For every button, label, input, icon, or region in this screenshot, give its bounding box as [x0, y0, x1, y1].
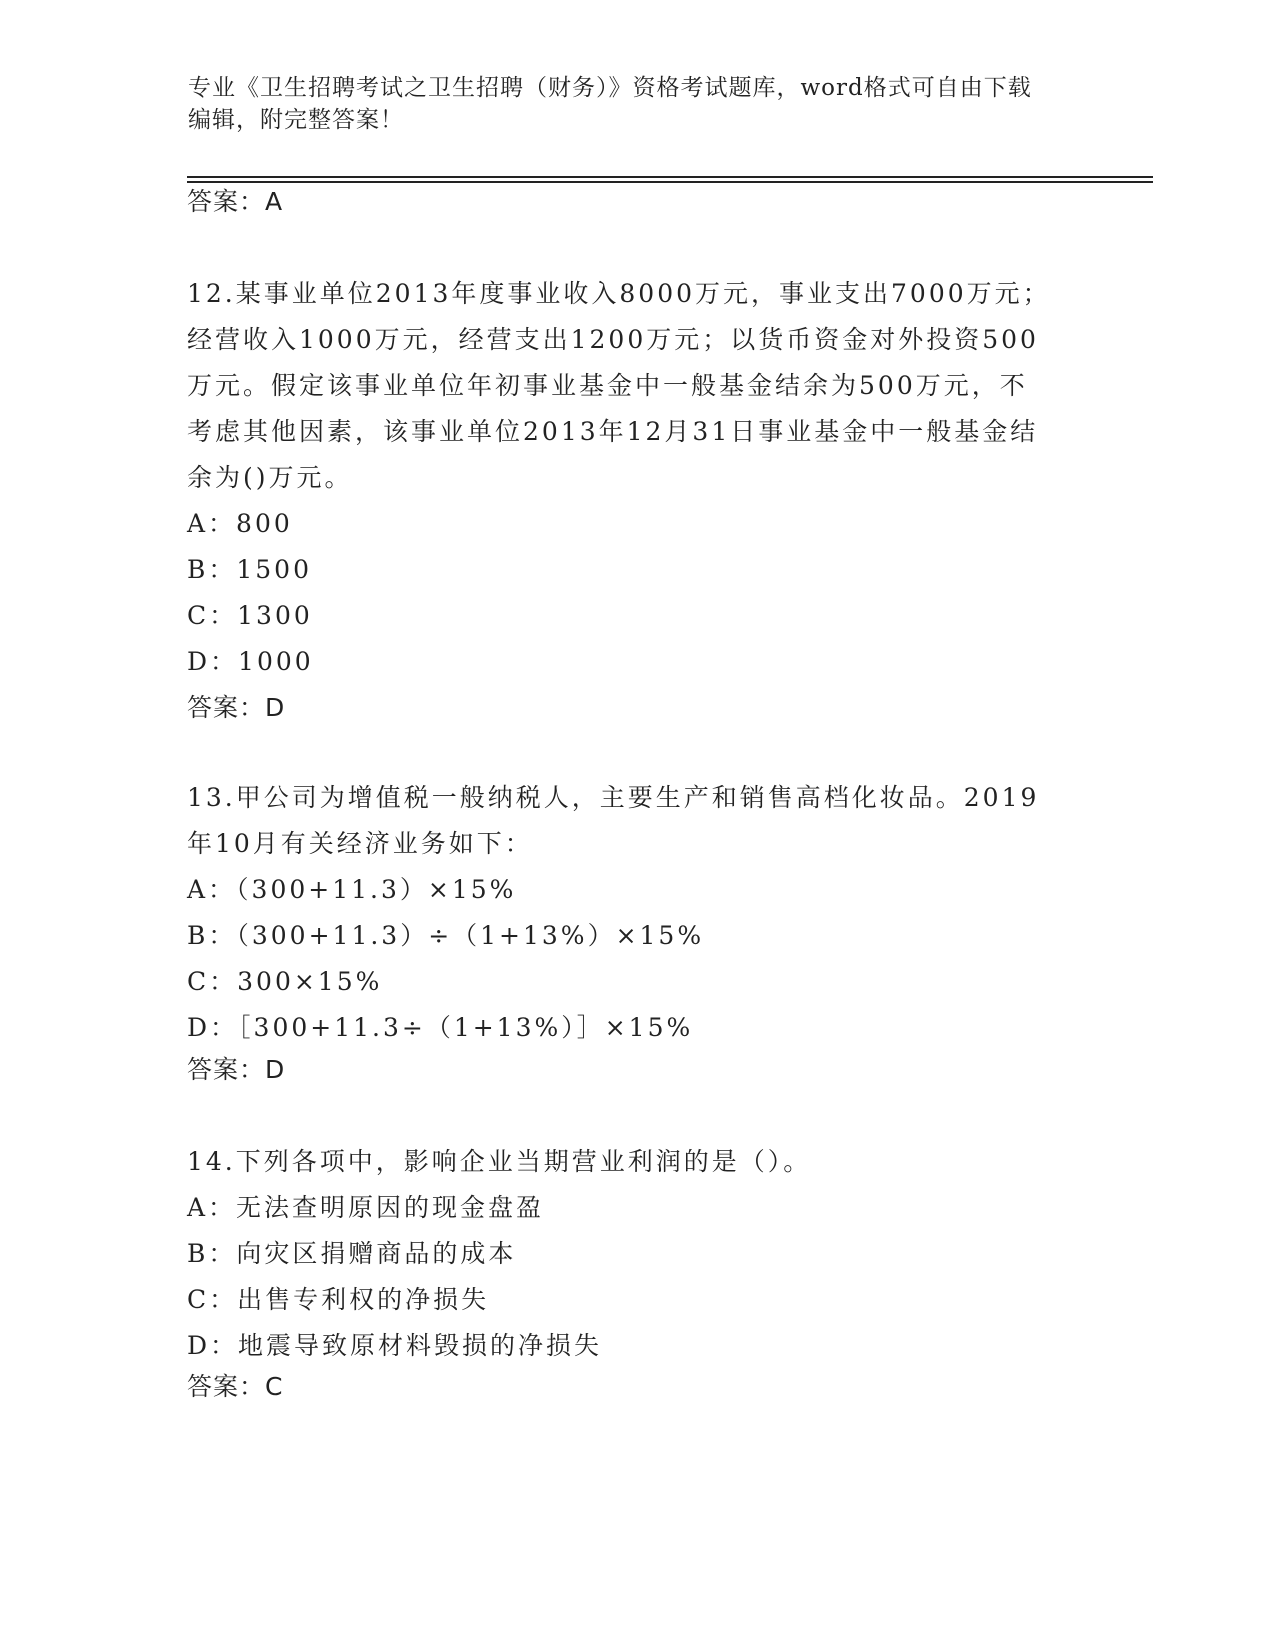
question-13-option-b: B：（300+11.3）÷（1+13%）×15%: [187, 921, 705, 950]
question-13-option-c: C：300×15%: [187, 967, 383, 996]
question-12-line: 万元。假定该事业单位年初事业基金中一般基金结余为500万元，不: [187, 371, 1028, 400]
question-13-line: 年10月有关经济业务如下：: [187, 829, 533, 858]
question-12-option-a: A：800: [187, 509, 293, 538]
header-line-1: 专业《卫生招聘考试之卫生招聘（财务）》资格考试题库，word格式可自由下载: [188, 75, 1032, 101]
question-13-option-a: A：（300+11.3）×15%: [187, 875, 517, 904]
question-13-answer: 答案：D: [187, 1055, 286, 1084]
question-12-line: 余为()万元。: [187, 463, 353, 492]
question-13-line: 13.甲公司为增值税一般纳税人，主要生产和销售高档化妆品。2019: [187, 783, 1040, 812]
question-12-line: 考虑其他因素，该事业单位2013年12月31日事业基金中一般基金结: [187, 417, 1039, 446]
question-12-option-d: D：1000: [187, 647, 314, 676]
question-12: [187, 271, 1087, 685]
question-13-option-d: D：［300+11.3÷（1+13%）］×15%: [187, 1013, 694, 1042]
question-12-option-c: C：1300: [187, 601, 313, 630]
question-12-line: 经营收入1000万元，经营支出1200万元；以货币资金对外投资500: [187, 325, 1039, 354]
header-rule-bottom: [187, 181, 1153, 183]
question-13: [187, 775, 1087, 1051]
question-14: [187, 1139, 1087, 1369]
question-14-option-c: C：出售专利权的净损失: [187, 1285, 490, 1314]
question-12-line: 12.某事业单位2013年度事业收入8000万元，事业支出7000万元；: [187, 279, 1051, 308]
question-14-option-d: D：地震导致原材料毁损的净损失: [187, 1331, 603, 1360]
header-line-2: 编辑，附完整答案！: [188, 107, 404, 133]
question-14-line: 14.下列各项中，影响企业当期营业利润的是（）。: [187, 1147, 812, 1176]
header-rule-top: [187, 176, 1153, 178]
question-14-answer: 答案：C: [187, 1372, 284, 1401]
previous-answer: 答案：A: [187, 187, 284, 216]
question-12-answer: 答案：D: [187, 693, 286, 722]
question-14-option-a: A：无法查明原因的现金盘盈: [187, 1193, 545, 1222]
document-header: [188, 72, 1068, 136]
question-14-option-b: B：向灾区捐赠商品的成本: [187, 1239, 517, 1268]
question-12-option-b: B：1500: [187, 555, 312, 584]
